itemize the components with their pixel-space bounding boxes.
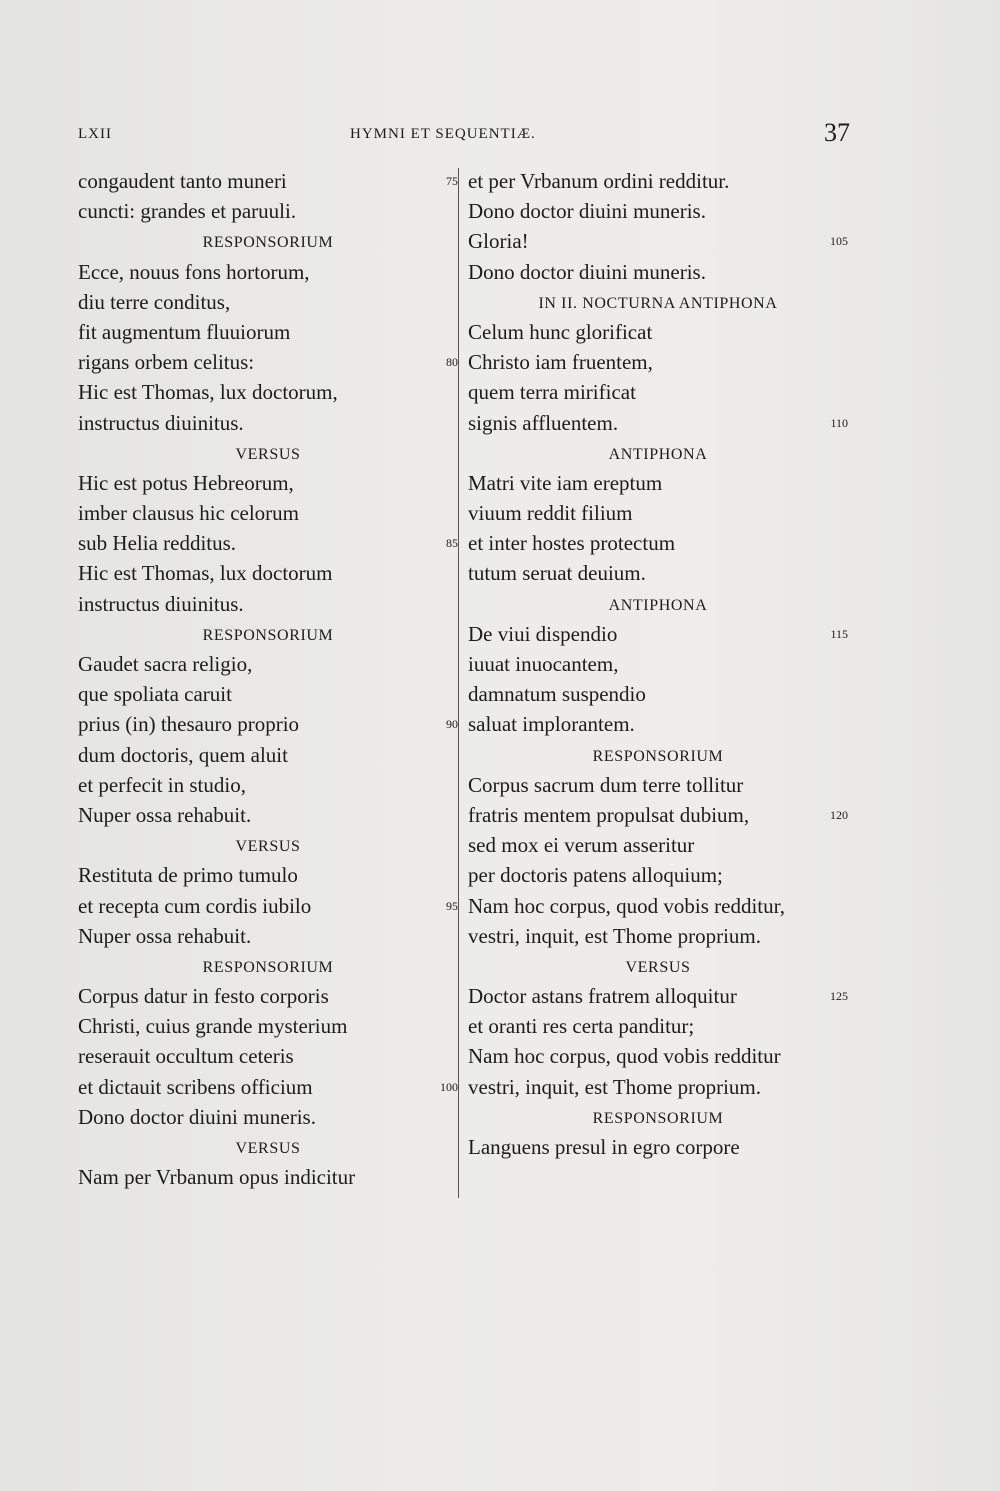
verse-line <box>78 921 458 951</box>
verse-text: congaudent tanto muneri <box>78 169 287 193</box>
verse-line <box>468 649 848 679</box>
verse-text: Doctor astans fratrem alloquitur <box>468 984 737 1009</box>
header-title: HYMNI ET SEQUENTIÆ. <box>350 126 536 142</box>
running-header <box>78 118 850 152</box>
verse-text: vestri, inquit, est Thome proprium. <box>468 923 761 948</box>
verse-text: per doctoris patens alloquium; <box>468 863 723 888</box>
verse-text: Celum hunc glorificat <box>468 319 653 344</box>
verse-text: reserauit occultum ceteris <box>78 1044 294 1069</box>
verse-line <box>78 709 458 739</box>
verse-line <box>468 921 848 951</box>
verse-line <box>468 619 848 649</box>
section-heading <box>468 951 848 981</box>
verse-line <box>78 679 458 709</box>
line-number: 85 <box>446 536 458 551</box>
verse-text: diu terre conditus, <box>78 289 231 314</box>
header-left: LXII <box>78 126 112 142</box>
page-number: 37 <box>824 118 850 147</box>
verse-text: iuuat inuocantem, <box>468 652 619 676</box>
heading-text: ANTIPHONA <box>608 596 708 614</box>
verse-text: fit augmentum fluuiorum <box>78 319 291 344</box>
verse-text: viuum reddit filium <box>468 501 633 526</box>
verse-line <box>468 1132 848 1162</box>
verse-line <box>468 347 848 377</box>
section-heading <box>468 438 848 468</box>
verse-text: Nam per Vrbanum opus indicitur <box>78 1165 356 1190</box>
section-heading <box>78 830 458 860</box>
section-heading <box>78 951 458 981</box>
line-number: 75 <box>446 174 458 188</box>
verse-line <box>78 860 458 890</box>
line-number: 125 <box>830 989 848 1004</box>
line-number: 105 <box>830 234 848 249</box>
verse-text: sub Helia redditus. <box>78 531 237 556</box>
verse-line <box>78 408 458 438</box>
verse-line <box>78 740 458 770</box>
verse-line <box>78 528 458 558</box>
verse-line <box>468 981 848 1011</box>
verse-line <box>468 498 848 528</box>
verse-line <box>78 800 458 830</box>
verse-line <box>78 1162 458 1192</box>
verse-text: imber clausus hic celorum <box>78 501 300 526</box>
verse-text: et per Vrbanum ordini redditur. <box>468 169 730 193</box>
heading-text: VERSUS <box>625 958 691 976</box>
verse-line <box>468 468 848 498</box>
verse-text: Hic est Thomas, lux doctorum <box>78 561 333 586</box>
heading-text: VERSUS <box>235 1140 301 1157</box>
verse-line <box>78 1041 458 1071</box>
verse-text: vestri, inquit, est Thome proprium. <box>468 1074 761 1099</box>
verse-text: sed mox ei verum asseritur <box>468 833 695 858</box>
verse-text: dum doctoris, quem aluit <box>78 742 288 767</box>
verse-line <box>78 891 458 921</box>
line-number: 90 <box>446 717 458 732</box>
heading-text: RESPONSORIUM <box>202 958 334 976</box>
verse-line <box>468 528 848 558</box>
verse-text: Nam hoc corpus, quod vobis redditur <box>468 1044 781 1069</box>
heading-text: IN II. NOCTURNA ANTIPHONA <box>538 294 778 312</box>
verse-text: Nuper ossa rehabuit. <box>78 802 252 827</box>
verse-line <box>468 800 848 830</box>
verse-text: et dictauit scribens officium <box>78 1074 313 1099</box>
verse-text: Ecce, nouus fons hortorum, <box>78 259 310 284</box>
verse-text: Nam hoc corpus, quod vobis redditur, <box>468 893 786 918</box>
verse-line <box>468 408 848 438</box>
verse-line <box>78 166 458 196</box>
verse-text: et perfecit in studio, <box>78 772 246 797</box>
verse-line <box>468 770 848 800</box>
line-number: 110 <box>830 415 848 430</box>
verse-line <box>468 1041 848 1071</box>
verse-text: fratris mentem propulsat dubium, <box>468 802 750 827</box>
verse-line <box>78 468 458 498</box>
verse-text: Nuper ossa rehabuit. <box>78 923 252 948</box>
section-heading <box>468 287 848 317</box>
verse-line <box>468 377 848 407</box>
verse-text: De viui dispendio <box>468 621 618 646</box>
verse-text: Hic est potus Hebreorum, <box>78 470 294 495</box>
verse-text: cuncti: grandes et paruuli. <box>78 199 297 224</box>
verse-text: saluat implorantem. <box>468 712 635 737</box>
verse-line <box>78 317 458 347</box>
section-heading <box>78 619 458 649</box>
verse-text: Hic est Thomas, lux doctorum, <box>78 380 338 405</box>
heading-text: VERSUS <box>235 445 301 463</box>
verse-text: Restituta de primo tumulo <box>78 863 298 888</box>
verse-line <box>78 770 458 800</box>
line-number: 80 <box>446 355 458 370</box>
verse-line <box>468 196 848 226</box>
verse-text: tutum seruat deuium. <box>468 561 646 586</box>
line-number: 120 <box>830 807 848 822</box>
verse-line <box>468 558 848 588</box>
left-column <box>78 166 458 1192</box>
verse-text: Gloria! <box>468 229 529 254</box>
verse-text: Corpus datur in festo corporis <box>78 984 329 1009</box>
verse-line <box>468 317 848 347</box>
heading-text: RESPONSORIUM <box>202 626 334 644</box>
verse-line <box>78 981 458 1011</box>
verse-text: et inter hostes protectum <box>468 531 676 556</box>
line-number: 115 <box>830 626 848 641</box>
verse-line <box>468 679 848 709</box>
verse-line <box>468 709 848 739</box>
section-heading <box>468 1102 848 1132</box>
verse-line <box>78 196 458 226</box>
verse-text: Christo iam fruentem, <box>468 350 653 375</box>
section-heading <box>468 740 848 770</box>
verse-text: Languens presul in egro corpore <box>468 1135 740 1159</box>
section-heading <box>78 1132 458 1162</box>
verse-text: instructus diuinitus. <box>78 410 244 435</box>
verse-text: Gaudet sacra religio, <box>78 652 253 676</box>
section-heading <box>468 589 848 619</box>
section-heading <box>78 438 458 468</box>
verse-line <box>78 558 458 588</box>
verse-line <box>468 830 848 860</box>
verse-text: prius (in) thesauro proprio <box>78 712 300 737</box>
verse-text: rigans orbem celitus: <box>78 350 255 375</box>
verse-text: Dono doctor diuini muneris. <box>78 1104 316 1129</box>
heading-text: RESPONSORIUM <box>592 1109 724 1127</box>
verse-text: Corpus sacrum dum terre tollitur <box>468 772 744 797</box>
verse-line <box>78 1102 458 1132</box>
line-number: 95 <box>446 898 458 913</box>
verse-line <box>468 166 848 196</box>
heading-text: ANTIPHONA <box>608 445 708 463</box>
verse-line <box>78 347 458 377</box>
verse-line <box>78 257 458 287</box>
verse-text: que spoliata caruit <box>78 682 232 707</box>
verse-text: Dono doctor diuini muneris. <box>468 259 706 284</box>
verse-text: quem terra mirificat <box>468 380 636 405</box>
verse-line <box>78 287 458 317</box>
verse-line <box>468 1011 848 1041</box>
verse-line <box>468 860 848 890</box>
heading-text: VERSUS <box>235 838 301 856</box>
section-heading <box>78 226 458 256</box>
verse-text: instructus diuinitus. <box>78 591 244 616</box>
column-divider <box>458 168 459 1198</box>
verse-text: Matri vite iam ereptum <box>468 470 663 495</box>
verse-text: et recepta cum cordis iubilo <box>78 893 312 918</box>
verse-text: signis affluentem. <box>468 410 619 435</box>
verse-line <box>78 589 458 619</box>
heading-text: RESPONSORIUM <box>202 234 334 252</box>
heading-text: RESPONSORIUM <box>592 747 724 765</box>
verse-text: Dono doctor diuini muneris. <box>468 199 706 224</box>
verse-text: et oranti res certa panditur; <box>468 1014 695 1039</box>
right-column <box>468 166 848 1162</box>
verse-line <box>78 1072 458 1102</box>
verse-text: Christi, cuius grande mysterium <box>78 1014 348 1039</box>
verse-line <box>78 498 458 528</box>
verse-line <box>78 377 458 407</box>
verse-text: damnatum suspendio <box>468 682 646 707</box>
verse-line <box>468 226 848 256</box>
verse-line <box>468 1072 848 1102</box>
verse-line <box>78 649 458 679</box>
verse-line <box>78 1011 458 1041</box>
verse-line <box>468 891 848 921</box>
line-number: 100 <box>440 1079 458 1094</box>
verse-line <box>468 257 848 287</box>
